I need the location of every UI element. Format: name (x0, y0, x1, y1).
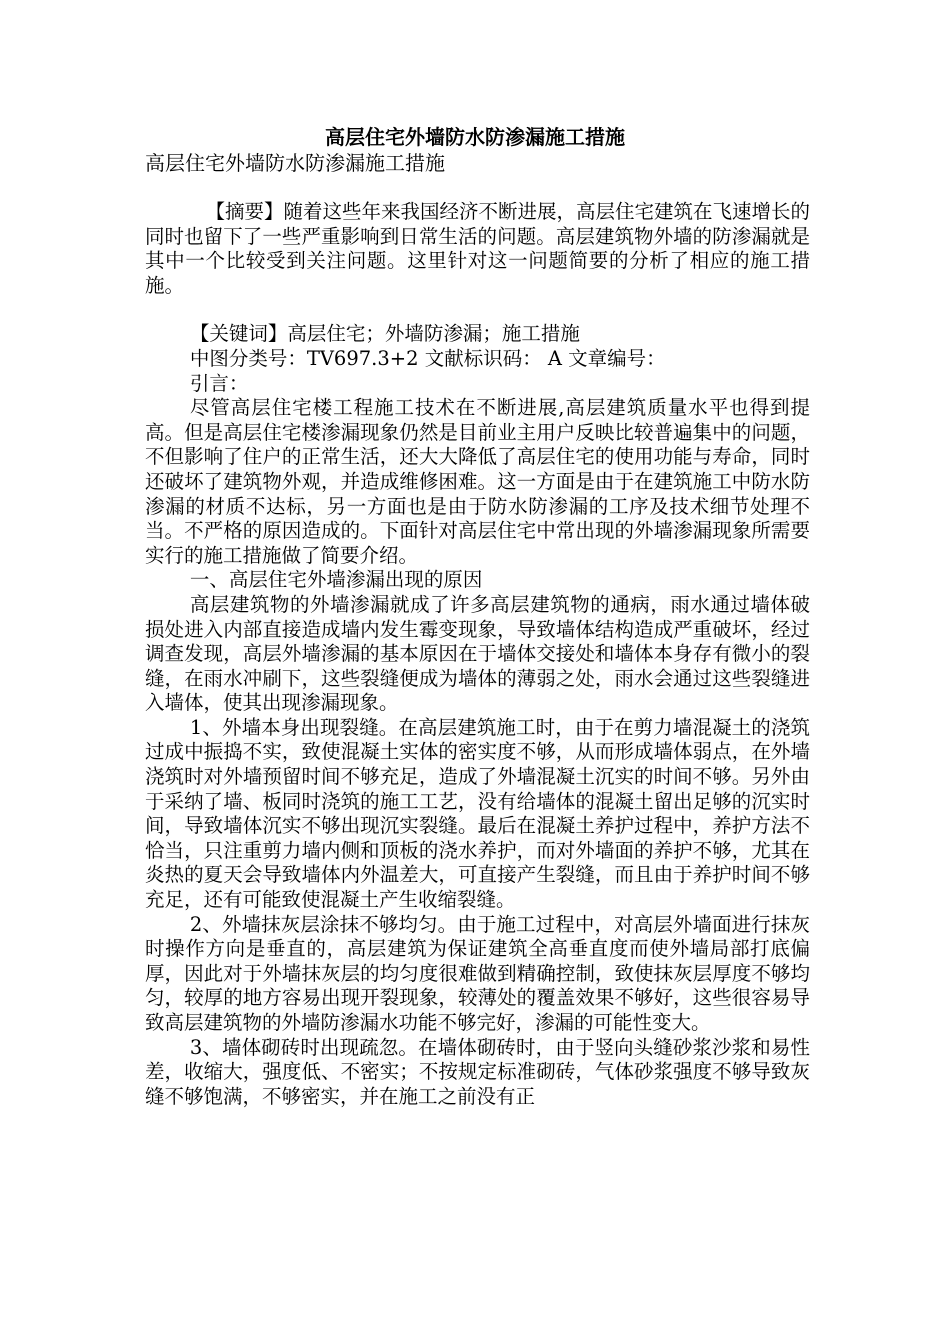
keywords-line: 【关键词】高层住宅；外墙防渗漏；施工措施 (189, 322, 580, 346)
document-body (145, 200, 810, 1109)
classification-line: 中图分类号：TV697.3+2 文献标识码： A 文章编号： (189, 346, 666, 370)
document-title: 高层住宅外墙防水防渗漏施工措施 (325, 125, 625, 149)
body-paragraph: 1、外墙本身出现裂缝。在高层建筑施工时，由于在剪力墙混凝土的浇筑过成中振捣不实，致使混凝土实体的密实度不够，从而形成墙体弱点，在外墙浇筑时对外墙预留时间不够充足，造成了外墙混凝土沉实的时间不够。另外由于采纳了墙、板同时浇筑的施工工艺，没有给墙体的混凝土留出足够的沉实时间，导致墙体沉实不够出现沉实裂缝。最后在混凝土养护过程中，养护方法不恰当，只注重剪力墙内侧和顶板的浇水养护，而对外墙面的养护不够，尤其在炎热的夏天会导致墙体内外温差大，可直接产生裂缝，而且由于养护时间不够充足，还有可能致使混凝土产生收缩裂缝。 (145, 715, 810, 912)
section-heading: 一、高层住宅外墙渗漏出现的原因 (189, 568, 483, 592)
body-paragraph: 3、墙体砌砖时出现疏忽。在墙体砌砖时，由于竖向头缝砂浆沙浆和易性差，收缩大，强度低、不密实；不按规定标准砌砖，气体砂浆强度不够导致灰缝不够饱满，不够密实，并在施工之前没有正 (145, 1035, 810, 1108)
spacer (145, 298, 810, 322)
body-paragraph: 2、外墙抹灰层涂抹不够均匀。由于施工过程中，对高层外墙面进行抹灰时操作方向是垂直的，高层建筑为保证建筑全高垂直度而使外墙局部打底偏厚，因此对于外墙抹灰层的均匀度很难做到精确控制，致使抹灰层厚度不够均匀，较厚的地方容易出现开裂现象，较薄处的覆盖效果不够好，这些很容易导致高层建筑物的外墙防渗漏水功能不够完好，渗漏的可能性变大。 (145, 912, 810, 1034)
document-subtitle: 高层住宅外墙防水防渗漏施工措施 (145, 151, 445, 175)
body-paragraph: 尽管高层住宅楼工程施工技术在不断进展,高层建筑质量水平也得到提高。但是高层住宅楼渗漏现象仍然是目前业主用户反映比较普遍集中的问题，不但影响了住户的正常生活，还大大降低了高层住宅的使用功能与寿命，同时还破坏了建筑物外观，并造成维修困难。这一方面是由于在建筑施工中防水防渗漏的材质不达标，另一方面也是由于防水防渗漏的工序及技术细节处理不当。不严格的原因造成的。下面针对高层住宅中常出现的外墙渗漏现象所需要实行的施工措施做了简要介绍。 (145, 396, 810, 567)
intro-heading: 引言： (189, 371, 249, 395)
abstract-paragraph: 【摘要】随着这些年来我国经济不断进展，高层住宅建筑在飞速增长的同时也留下了一些严重影响到日常生活的问题。高层建筑物外墙的防渗漏就是其中一个比较受到关注问题。这里针对这一问题简要的分析了相应的施工措施。 (145, 200, 810, 297)
body-paragraph: 高层建筑物的外墙渗漏就成了许多高层建筑物的通病，雨水通过墙体破损处进入内部直接造成墙内发生霉变现象，导致墙体结构造成严重破坏，经过调查发现，高层外墙渗漏的基本原因在于墙体交接处和墙体本身存有微小的裂缝，在雨水冲刷下，这些裂缝便成为墙体的薄弱之处，雨水会通过这些裂缝进入墙体，使其出现渗漏现象。 (145, 592, 810, 715)
